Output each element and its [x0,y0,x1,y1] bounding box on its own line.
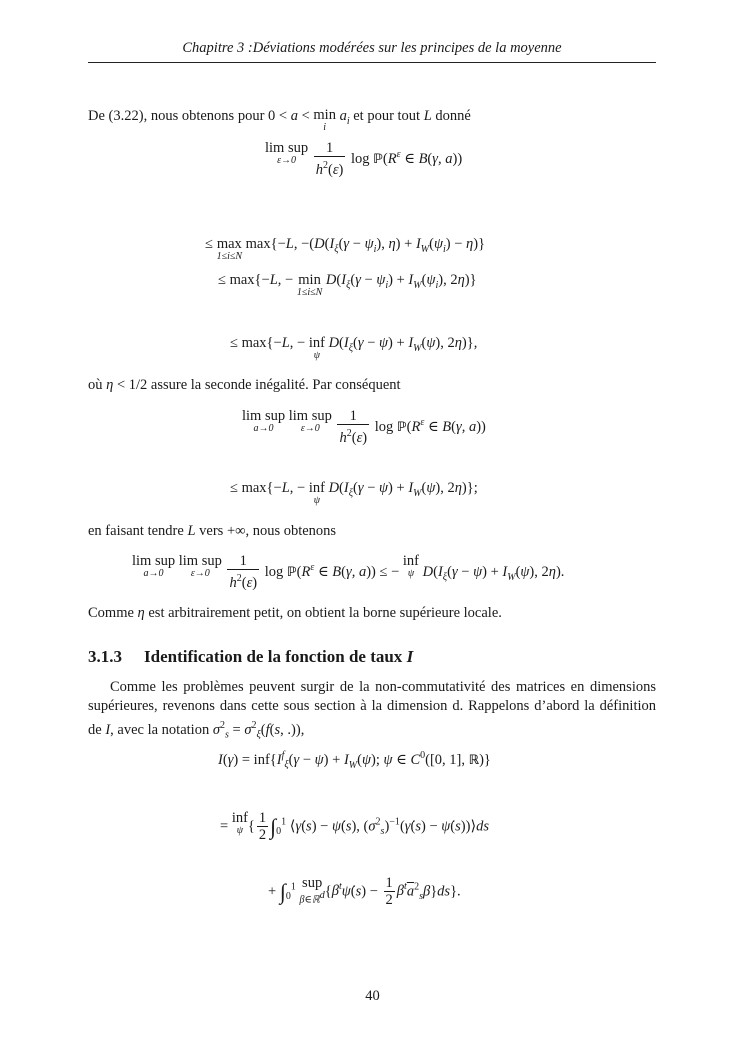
equation-5: lim sup a→0 lim sup ε→0 $\frac{1}{h^2(\varepsilon)}$ $\log ℙ(R^\varepsilon$ ∈ B(γ, a)) [242,408,486,446]
equation-8: $I(\gamma) = inf\{I^f_\xi(\gamma - \psi) + I_W(\psi)$; ψ ∈ $C^0([0$, 1], ℝ)} [218,750,491,771]
equation-6: ≤ max{−L, − inf ψ $D(I_\xi(\gamma - \psi) + I_W(\psi)$, 2η)}; [230,480,478,506]
section-number: 3.1.3 [88,647,122,666]
equation-10: + $\int_0^1$ sup β∈ℝ$^d$ {$\beta^t\psi̇(s)$ − $\frac{1}{2}$ $\beta^t\overline{a}^2_s\beta\}ds$}. [268,875,461,908]
equation-4: ≤ max{−L, − inf ψ $D(I_\xi(\gamma - \psi) + I_W(\psi)$, 2η)}, [230,335,478,361]
header-rule [88,62,656,63]
paragraph-1: De (3.22), nous obtenons pour 0 < a < min i $a_i$ et pour tout L donné [88,107,471,133]
paragraph-5: Comme les problèmes peuvent surgir de la non-commutativité des matrices en dimensions supérieures, revenons dans cette sous section à la dimension d. Rappelons d’abord la définition de I, avec la notation $\sigma^2_s = \sigma^2_\xi(f(s$, .)), [88,679,656,741]
paragraph-2: où η < 1/2 assure la seconde inégalité. Par conséquent [88,377,401,393]
paragraph-4: Comme η est arbitrairement petit, on obtient la borne supérieure locale. [88,605,502,621]
equation-7: lim sup a→0 lim sup ε→0 $\frac{1}{h^2(\varepsilon)}$ $\log ℙ(R^\varepsilon$ ∈ B(γ, a)) ≤ − inf ψ $D(I_\xi(\gamma - \psi) + I_W(\psi)$, 2η). [132,553,565,591]
paragraph-3: en faisant tendre L vers +∞, nous obtenons [88,523,337,539]
equation-1: lim sup ε→0 $\frac{1}{h^2(\varepsilon)}$ $\log ℙ(R^\varepsilon$ ∈ B(γ, a)) [265,140,463,178]
equation-3: ≤ max{−L, − min 1≤i≤N $D(I_\xi(\gamma - \psi_i) + I_W(\psi_i)$, 2η)} [218,272,477,298]
running-header: Chapitre 3 :Déviations modérées sur les principes de la moyenne [182,40,562,56]
equation-9: = inf ψ { $\frac{1}{2}$ $\int_0^1$ ⟨γ̇(s) − ψ̇(s), $(\sigma^2_s)^{-1}(\gammȧ(s)$ − ψ̇(s))⟩ds [220,810,490,843]
page-number: 40 [365,988,380,1004]
section-heading: 3.1.3 Identification de la fonction de taux I [88,647,414,666]
equation-2: ≤ max 1≤i≤N max{−L, $-(D(I_\xi(\gamma - \psi_i)$, $\eta) + I_W(\psi_i) - \eta$)} [205,236,486,262]
